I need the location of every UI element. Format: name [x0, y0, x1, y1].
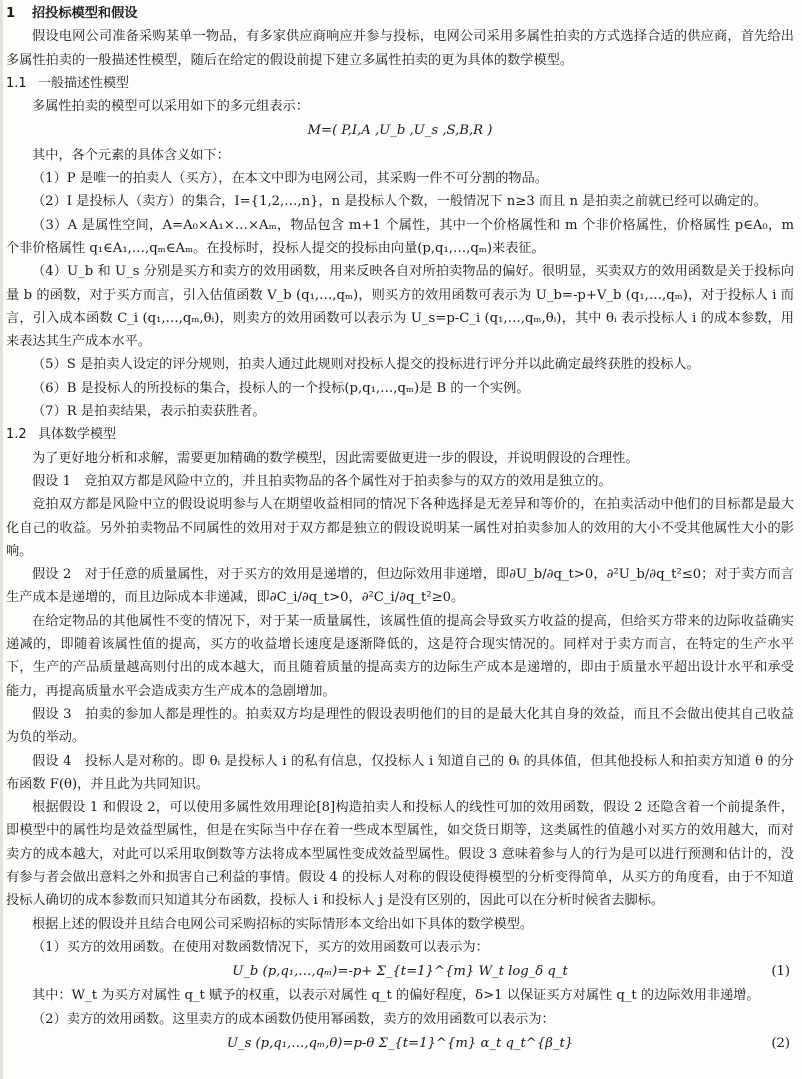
paragraph: 多属性拍卖的模型可以采用如下的多元组表示： — [32, 99, 309, 115]
equation-tuple — [6, 119, 794, 142]
model-item-1: （1）买方的效用函数。在使用对数函数情况下，买方的效用函数可以表示为： — [32, 939, 489, 955]
list-item: （3）A 是属性空间，A=A₀×A₁×…×Aₘ，物品包含 m+1 个属性，其中一个价格属性和 m 个非价格属性，价格属性 p∈A₀，m 个非价格属性 q₁∈A₁,…,qₘ∈Aₘ。在投标时，投标人提交的投标由向量(p,q₁,…,qₘ)来表征。 — [6, 217, 794, 256]
list-item: （5）S 是拍卖人设定的评分规则，拍卖人通过此规则对投标人提交的投标进行评分并以此确定最终获胜的投标人。 — [32, 357, 700, 373]
subsection-title: 具体数学模型 — [38, 427, 117, 443]
subsection-number: 1.1 — [6, 75, 27, 91]
assumption-3: 假设 3 拍卖的参加人都是理性的。拍卖双方均是理性的假设表明他们的目的是最大化其自身的效益，而且不会做出使其自己收益为负的举动。 — [6, 706, 794, 746]
assumption-1: 假设 1 竞拍双方都是风险中立的，并且拍卖物品的各个属性对于拍卖参与的双方的效用是独立的。 — [32, 473, 612, 489]
equation-number: (1) — [771, 964, 790, 980]
paragraph: 其中，各个元素的具体含义如下： — [32, 147, 230, 163]
list-item: （4）U_b 和 U_s 分别是买方和卖方的效用函数，用来反映各自对所拍卖物品的偏好。很明显，买卖双方的效用函数是关于投标向量 b 的函数，对于买方而言，引入估值函数 V_b (q₁,…,qₘ)，则买方的效用函数可表示为 U_b=-p+V_b (q₁,…,qₘ)，对于投标人 i 而言，引入成本函数 C_i (q₁,…,qₘ,θᵢ)，则卖方的效用函数可以表示为 U_s=p-C_i (q₁,…,qₘ,θᵢ)，其中 θᵢ 表示投标人 i 的成本参数，用来表达其生产成本水平。 — [6, 264, 794, 350]
equation-text: U_s (p,q₁,…,qₘ,θ)=p-θ Σ_{t=1}^{m} α_t q_t^{β_t} — [226, 1036, 574, 1052]
list-item: （2）I 是投标人（卖方）的集合，I={1,2,…,n}，n 是投标人个数，一般情况下 n≥3 而且 n 是拍卖之前就已经可以确定的。 — [32, 194, 767, 210]
assumption-4: 假设 4 投标人是对称的。即 θᵢ 是投标人 i 的私有信息，仅投标人 i 知道自己的 θᵢ 的具体值，但其他投标人和拍卖方知道 θ 的分布函数 F(θ)，并且此为共同知识。 — [6, 753, 794, 792]
page-edge-shadow — [0, 0, 3, 1079]
subsection-number: 1.2 — [6, 427, 27, 443]
list-item: （6）B 是投标人的所投标的集合，投标人的一个投标(p,q₁,…,qₘ)是 B 的一个实例。 — [32, 380, 530, 396]
list-item: （7）R 是拍卖结果，表示拍卖获胜者。 — [32, 404, 266, 420]
paragraph: 假设电网公司准备采购某单一物品，有多家供应商响应并参与投标，电网公司采用多属性拍卖的方式选择合适的供应商，首先给出多属性拍卖的一般描述性模型，随后在给定的假设前提下建立多属性拍卖的更为具体的数学模型。 — [6, 29, 794, 68]
paragraph: 为了更好地分析和求解，需要更加精确的数学模型，因此需要做更进一步的假设，并说明假设的合理性。 — [32, 450, 639, 466]
equation-number: (2) — [771, 1036, 790, 1052]
subsection-heading — [6, 72, 794, 95]
equation-text: M=( P,I,A ,U_b ,U_s ,S,B,R ) — [307, 123, 493, 139]
paragraph: 其中：W_t 为买方对属性 q_t 赋予的权重，以表示对属性 q_t 的偏好程度，δ>1 以保证买方对属性 q_t 的边际效用非递增。 — [32, 988, 760, 1004]
model-item-2: （2）卖方的效用函数。这里卖方的成本函数仍使用幂函数，卖方的效用函数可以表示为： — [32, 1011, 555, 1027]
subsection-title: 一般描述性模型 — [38, 75, 130, 91]
list-item: （1）P 是唯一的拍卖人（买方），在本文中即为电网公司，其采购一件不可分割的物品。 — [32, 171, 548, 187]
section-heading — [6, 2, 794, 25]
equation-text: U_b (p,q₁,…,qₘ)=-p+ Σ_{t=1}^{m} W_t log_δ q_t — [232, 964, 568, 980]
assumption-2: 假设 2 对于任意的质量属性，对于买方的效用是递增的，但边际效用非递增，即∂U_b/∂q_t>0，∂²U_b/∂q_t²≤0；对于卖方而言生产成本是递增的，而且边际成本非递减，即∂C_i/∂q_t>0，∂²C_i/∂q_t²≥0。 — [6, 567, 794, 606]
paragraph: 在给定物品的其他属性不变的情况下，对于某一质量属性，该属性值的提高会导致买方收益的提高，但给买方带来的边际收益确实递减的，即随着该属性值的提高，买方的收益增长速度是逐渐降低的，这是符合现实情况的。同样对于卖方而言，在特定的生产水平下，生产的产品质量越高则付出的成本越大，而且随着质量的提高卖方的边际生产成本是递增的，即由于质量水平超出设计水平和承受能力，再提高质量水平会造成卖方生产成本的急剧增加。 — [6, 613, 794, 699]
equation-2 — [6, 1032, 794, 1055]
subsection-heading — [6, 423, 794, 446]
paragraph: 根据上述的假设并且结合电网公司采购招标的实际情形本文给出如下具体的数学模型。 — [32, 916, 534, 932]
paragraph: 竞拍双方都是风险中立的假设说明参与人在期望收益相同的情况下各种选择是无差异和等价的，在拍卖活动中他们的目标都是最大化自己的收益。另外拍卖物品不同属性的效用对于双方都是独立的假设说明某一属性对拍卖参加人的效用的大小不受其他属性大小的影响。 — [6, 497, 794, 559]
section-title: 招投标模型和假设 — [32, 6, 138, 21]
paragraph: 根据假设 1 和假设 2，可以使用多属性效用理论[8]构造拍卖人和投标人的线性可加的效用函数，假设 2 还隐含着一个前提条件，即模型中的属性均是效益型属性，但是在实际当中存在着一些成本型属性，如交货日期等，这类属性的值越小对买方的效用越大，而对卖方的成本越大，对此可以采用取倒数等方法将成本型属性变成效益型属性。假设 3 意味着参与人的行为是可以进行预测和估计的，没有参与者会做出意料之外和损害自己利益的事情。假设 4 的投标人对称的假设使得模型的分析变得简单，从买方的角度看，由于不知道投标人确切的成本参数而只知道其分布函数，投标人 i 和投标人 j 是没有区别的，因此可以在分析时候省去脚标。 — [6, 800, 794, 909]
equation-1 — [6, 960, 794, 983]
section-number: 1 — [6, 6, 16, 21]
